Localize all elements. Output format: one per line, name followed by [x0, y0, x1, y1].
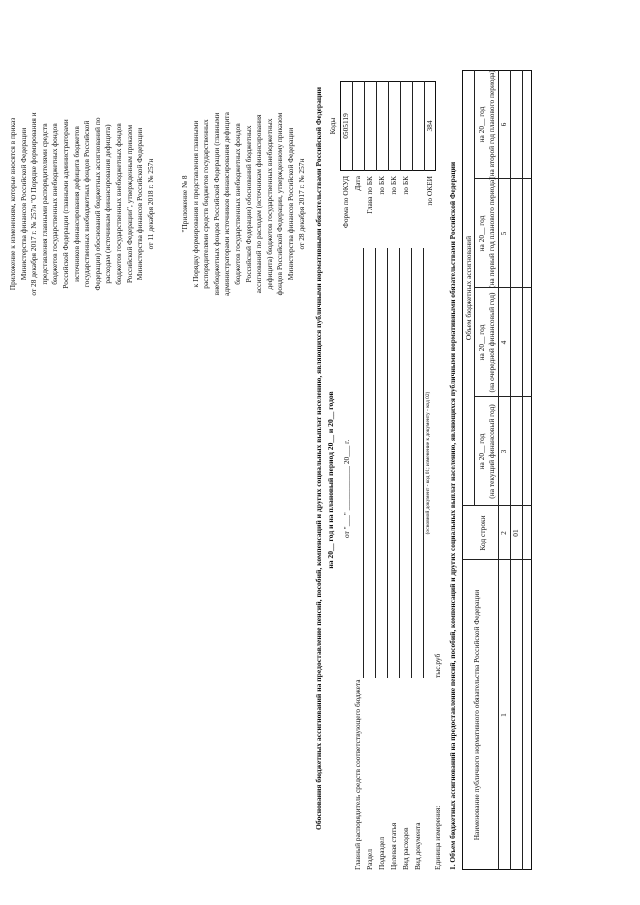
note1-line: расходам (источникам финансирования дефицита): [103, 124, 113, 284]
note1-line: Российской Федерации (главными администраторами: [60, 119, 70, 289]
col-group-header: Объем бюджетных ассигнований: [464, 235, 473, 341]
period-desc: (на первый год планового периода): [487, 177, 496, 288]
col-number: 6: [499, 122, 508, 127]
doc-type-hint: (основной документ - код 01; изменение к документу - код 02): [425, 391, 431, 535]
section-title: 1. Объем бюджетных ассигнований на предоставление пенсий, пособий, компенсаций и других социальных выплат населению, являющихся публичными нормативными обязательствами Российской Федерации: [448, 161, 457, 870]
codes-label: по ОКЕИ: [425, 176, 434, 206]
codes-row-divider: [364, 81, 365, 171]
period-desc: (на текущий финансовый год): [487, 404, 496, 499]
col-number: 4: [499, 340, 508, 345]
note1-line: государственных внебюджетных фондов Российской: [82, 120, 92, 288]
period-year: на 20__ год: [477, 106, 486, 143]
col-number: 1: [499, 713, 508, 717]
col-number: 3: [499, 449, 508, 454]
appendix-note-1: [8, 74, 156, 334]
field-label: Целевая статья: [389, 822, 398, 870]
codes-value: 384: [425, 120, 434, 132]
note1-line: бюджетов государственных внебюджетных фондов: [50, 123, 60, 285]
note2-line: к Порядку формирования и представления главными: [190, 120, 200, 288]
field-label: Раздел: [365, 849, 374, 870]
codes-row-divider: [400, 81, 401, 171]
form-title: Обоснования бюджетных ассигнований на предоставление пенсий, пособий, компенсаций и других социальных выплат населению, являющихся публичными нормативными обязательствами Российской Федерации: [314, 86, 323, 830]
note2-line: дефицита) бюджетов государственных внебюджетных: [264, 118, 274, 290]
field-label: Вид документа: [413, 822, 422, 870]
note2-line: ассигнований по расходам (источникам финансирования: [254, 114, 264, 294]
field-underline: [423, 248, 424, 678]
codes-label: Форма по ОКУД: [341, 176, 350, 229]
note1-line: бюджетов государственных внебюджетных фондов: [113, 123, 123, 285]
note2-line: распорядителями средств бюджетов государственных: [201, 119, 211, 289]
field-underline: [363, 248, 364, 678]
note1-line: Министерства финансов Российской Федерации: [135, 127, 145, 281]
codes-label: по БК: [377, 176, 386, 195]
note2-line: администраторами источников финансирования дефицита: [222, 112, 232, 296]
col-number: 2: [499, 531, 508, 535]
codes-label: по БК: [389, 176, 398, 195]
rotated-form-page: [2, 20, 592, 890]
unit-label: Единица измерения:: [433, 805, 442, 870]
unit-value: тыс.руб: [433, 653, 442, 678]
field-underline: [399, 248, 400, 678]
form-subtitle: на 20__ год и на плановый период 20__ и 20__ годов: [326, 391, 335, 569]
col-number: 5: [499, 231, 508, 236]
period-desc: (на очередной финансовый год): [487, 292, 496, 393]
field-label: Подраздел: [377, 836, 386, 870]
note2-line: бюджетов государственных внебюджетных фондов: [232, 123, 242, 285]
note2-line: внебюджетных фондов Российской Федерации (главными: [211, 112, 221, 296]
note1-line: представления главными распорядителями средств: [39, 123, 49, 285]
field-underline: [375, 248, 376, 678]
note1-line: от 11 декабря 2018 г. № 257н: [145, 158, 155, 250]
codes-label: по БК: [401, 176, 410, 195]
note1-line: Федерации) обоснований бюджетных ассигнований по: [92, 117, 102, 291]
appendix-note-2: [180, 74, 307, 334]
field-label: Главный распорядитель средств соответствующего бюджета: [353, 679, 362, 870]
note2-line: "Приложение № 8: [180, 175, 189, 233]
note2-line: Министерства финансов Российской Федерации: [285, 127, 295, 281]
table-row-divider: [522, 70, 523, 870]
note1-line: источников финансирования дефицита бюджетов: [71, 126, 81, 282]
note2-line: от 28 декабря 2017 г. № 257н: [296, 158, 306, 250]
period-year: на 20__ год: [477, 324, 486, 361]
codes-header: Коды: [328, 117, 337, 135]
codes-label: Дата: [353, 176, 362, 191]
field-underline: [387, 248, 388, 678]
row-code: 01: [511, 529, 520, 537]
period-year: на 20__ год: [477, 215, 486, 252]
field-label: Вид расходов: [401, 827, 410, 870]
codes-row-divider: [388, 81, 389, 171]
col-code-header: Код строки: [478, 515, 487, 551]
codes-row-divider: [376, 81, 377, 171]
note2-line: фондов Российской Федерации, утвержденному приказом: [275, 112, 285, 296]
col-name-header: Наименование публичного нормативного обязательства Российской Федерации: [472, 589, 481, 841]
table-row-divider: [510, 70, 511, 870]
note1-line: Приложение к изменениям, которые вносятся в приказ: [8, 117, 17, 291]
note1-line: от 28 декабря 2017 г. № 257н "О Порядке формирования и: [29, 112, 39, 296]
period-desc: (на второй год планового периода): [487, 70, 496, 179]
date-line: от "___" ____________ 20___ г.: [342, 439, 351, 538]
table-row-divider: [474, 70, 475, 506]
codes-row-divider: [412, 81, 413, 171]
field-underline: [411, 248, 412, 678]
note1-line: Министерства финансов Российской Федерации: [18, 127, 28, 281]
note2-line: Российской Федерации) обоснований бюджетных: [243, 125, 253, 283]
codes-value: 0505119: [341, 113, 350, 139]
codes-row-divider: [352, 81, 353, 171]
codes-label: Глава по БК: [365, 176, 374, 214]
period-year: на 20__ год: [477, 433, 486, 470]
note1-line: Российской Федерации", утвержденным приказом: [124, 124, 134, 284]
